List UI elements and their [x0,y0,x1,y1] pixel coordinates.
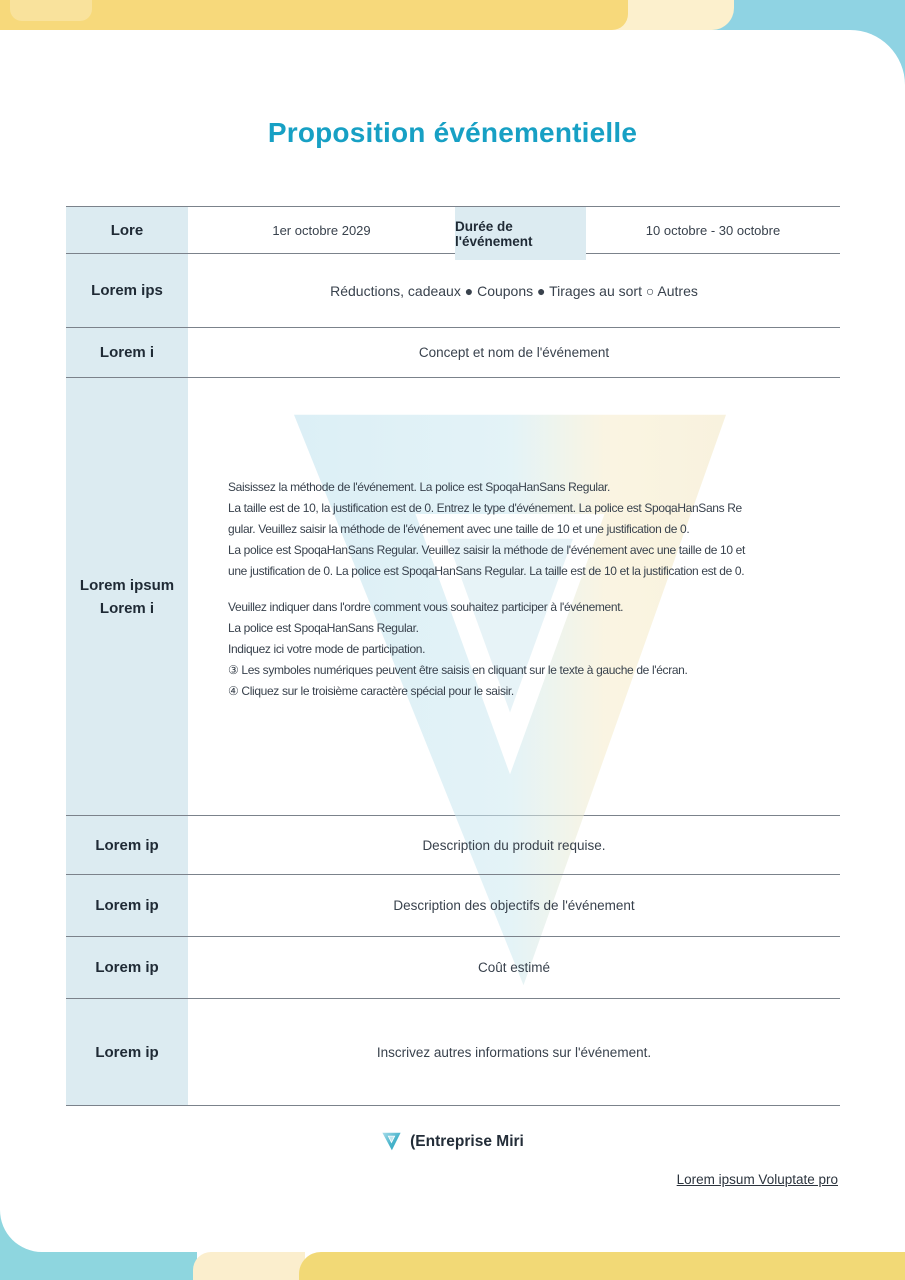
concept-value: Concept et nom de l'événement [418,345,610,360]
table-row-cost [66,937,840,999]
paragraph-line: ④ Cliquez sur le troisième caractère spécial pour le saisir. [228,684,514,698]
row-label: Lorem ip [66,999,188,1105]
row-label [66,378,188,815]
brand-logo-icon [381,1132,402,1151]
paragraph-line: La police est SpoqaHanSans Regular. Veuillez saisir la méthode de l'événement avec une taille de 10 et [228,543,745,557]
bottom-yellow-band [299,1252,905,1280]
table-row-date [66,207,840,254]
row-label: Lore [66,207,188,253]
event-type-options: Réductions, cadeaux ● Coupons ● Tirages au sort ○ Autres [330,282,698,299]
page-title: Proposition événementielle [267,117,638,148]
event-date-value: 1er octobre 2029 [272,222,371,238]
top-cream-band [612,0,734,30]
duration-label: Durée de l'événement [455,207,586,260]
paragraph-line: La police est SpoqaHanSans Regular. [228,621,419,635]
footer-link-row [0,1171,905,1189]
method-paragraphs [188,378,840,815]
footer [0,1132,905,1151]
duration-value: 10 octobre - 30 octobre [645,222,781,238]
document-card [0,30,905,1252]
table-row-concept [66,328,840,378]
paragraph-line: gular. Veuillez saisir la méthode de l'événement avec une taille de 10 et une justification de 0. [228,522,690,536]
footer-link[interactable]: Lorem ipsum Voluptate pro [676,1172,838,1187]
paragraph-line: La taille est de 10, la justification est de 0. Entrez le type d'événement. La police est SpoqaHanSans Re [228,501,742,515]
paragraph-line: ③ Les symboles numériques peuvent être saisis en cliquant sur le texte à gauche de l'écran. [228,663,688,677]
proposal-table [66,206,840,1106]
bottom-cream-band [193,1252,305,1280]
objectives-value: Description des objectifs de l'événement [393,898,635,913]
row-label: Lorem i [66,328,188,377]
row-label: Lorem ip [66,816,188,874]
row-label: Lorem ip [66,875,188,936]
paragraph-line: Saisissez la méthode de l'événement. La police est SpoqaHanSans Regular. [228,480,611,494]
other-info-value: Inscrivez autres informations sur l'événement. [376,1044,652,1060]
paragraph-line: une justification de 0. La police est SpoqaHanSans Regular. La taille est de 10 et la justification est de 0. [228,564,745,578]
table-row-objectives [66,875,840,937]
table-row-product [66,816,840,875]
table-row-method [66,378,840,816]
row-label-line2: Lorem i [99,599,155,617]
table-row-type [66,254,840,328]
row-label: Lorem ip [66,937,188,998]
table-row-other-info [66,999,840,1105]
product-description-value: Description du produit requise. [422,837,606,853]
paragraph-line: Veuillez indiquer dans l'ordre comment vous souhaitez participer à l'événement. [228,600,624,614]
top-yellow-highlight [10,0,92,21]
top-yellow-band [0,0,628,30]
estimated-cost-value: Coût estimé [477,960,551,975]
paragraph-line: Indiquez ici votre mode de participation. [228,642,426,656]
row-label-line1: Lorem ipsum [79,576,175,594]
company-name: (Entreprise Miri [410,1132,524,1150]
row-label: Lorem ips [66,254,188,327]
